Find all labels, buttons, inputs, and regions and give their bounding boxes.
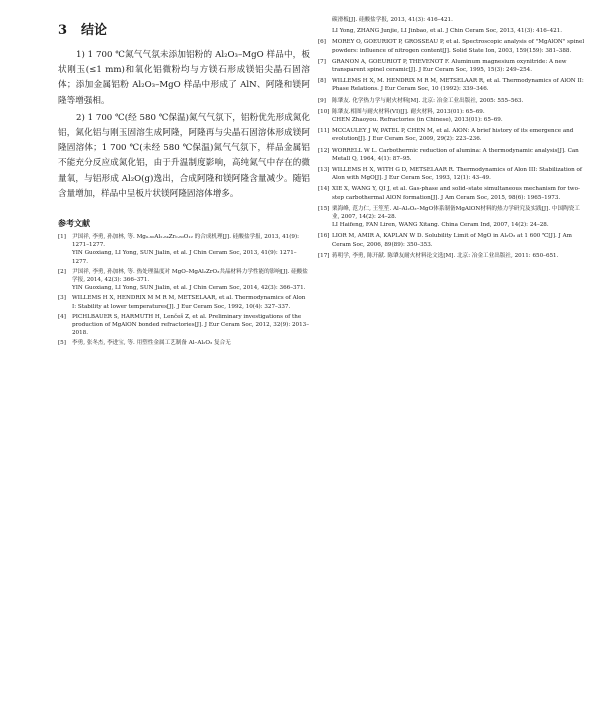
section-title: 结论: [81, 23, 108, 38]
reference-number: [4]: [58, 313, 66, 320]
reference-text: YIN Guoxiang, LI Yong, SUN Jialin, et al. J Chin Ceram Soc, 2013, 41(9): 1271–1277.: [72, 250, 297, 265]
reference-item: [318, 108, 586, 124]
reference-text: GRANON A, GOEURIOT P, THEVENOT F. Aluminum magnesium oxynitride: A new transparent spinel ceramic[J]. J Eur Ceram Soc, 1995, 15(3): 249–254.: [332, 58, 567, 74]
left-column: [58, 22, 310, 350]
reference-number: [14]: [318, 186, 330, 193]
reference-text: WILLEMS H X, WITH G D, METSELAAR R. Thermodynamics of Alon III: Stabilization of Alon with MgO[J]. J Eur Ceram Soc, 1993, 12(1): 43–49.: [332, 167, 582, 182]
reference-text: PICHLBAUER S, HARMUTH H, Lenčeš Z, et al. Preliminary investigations of the production of MgAlON bonded refractories[J]. J Eur Ceram Soc, 2012, 32(9): 2013–2018.: [72, 313, 310, 337]
reference-text: 李勇, 张冬杰, 李进宝, 等. 用塑性金属工艺制备 Al–Al₂O₃ 复合无: [72, 340, 231, 347]
reference-number: [11]: [318, 128, 330, 135]
reference-text: LIOR M, AMIR A, KAPLAN W D. Solubility Limit of MgO in Al₂O₃ at 1 600 ℃[J]. J Am Ceram Soc, 2006, 89(89): 350–353.: [332, 233, 572, 248]
reference-item: [318, 97, 586, 105]
reference-text: WILLEMS H X, HENDRIX M M R M, METSELAAR, et al. Thermodynamics of Alon I: Stability at lower temperatures[J]. J Eur Ceram Soc, 1992, 10(4): 327–337.: [72, 295, 306, 310]
reference-number: [10]: [318, 108, 330, 115]
reference-text: 尹国祥, 李勇, 孙加林, 等. Mg₀.₆₀Al₂.₆₄Zr₀.₆₀O₁₂ 的合成机理[J]. 硅酸盐学报, 2013, 41(9): 1271–1277.: [72, 234, 300, 249]
reference-item: [58, 339, 310, 347]
reference-item: [318, 38, 586, 54]
reference-number: [12]: [318, 147, 330, 154]
reference-number: [15]: [318, 205, 330, 212]
reference-continuation: LI Yong, ZHANG Junjie, LI Jinbao, et al. J Chin Ceram Soc, 2013, 41(3): 416–421.: [332, 28, 563, 35]
references-heading: 参考文献: [58, 218, 90, 229]
section-heading: [58, 22, 310, 40]
reference-number: [8]: [318, 78, 326, 85]
reference-text: MOREY O, GOEURIOT P, GROSSEAU P, et al. Spectroscopic analysis of "MgAlON" spinel powders: influence of nitrogen content[J]. Solid State Ion, 2003, 159(159): 381–388.: [332, 39, 585, 54]
reference-item: [318, 205, 586, 230]
reference-item: [318, 185, 586, 201]
reference-item: [58, 233, 310, 266]
reference-text: 陈肇友. 化学热力学与耐火材料[M]. 北京: 冶金工业出版社, 2005: 555–563.: [332, 97, 524, 104]
reference-text: WORRELL W L. Carbothermic reduction of alumina: A thermodynamic analysis[J]. Can Metall Q, 1964, 4(1): 87–95.: [332, 147, 579, 162]
reference-number: [3]: [58, 295, 66, 302]
reference-text: MCCAULEY J W, PATEL P, CHEN M, et al. AlON: A brief history of its emergence and evolution[J]. J Eur Ceram Soc, 2009, 29(2): 223–236.: [332, 128, 574, 143]
conclusion-paragraph: 1) 1 700 ℃氮气气氛未添加铝粉的 Al₂O₃–MgO 样品中，板状刚玉(≤1 mm)和氧化铝微粉均与方镁石形成镁铝尖晶石固溶体；添加金属铝粉 Al₂O₃–MgO 样品中形成了 AlN、阿隆和镁阿隆等增强相。: [58, 50, 310, 106]
reference-text: 蒋明学, 李勇, 陈开献. 陈肇友耐火材料论文选[M]. 北京: 冶金工业出版社, 2011: 650–651.: [332, 252, 559, 259]
reference-number: [2]: [58, 268, 66, 275]
reference-continuation: 碳滑板[J]. 硅酸盐学报, 2013, 41(3): 416–421.: [332, 17, 453, 23]
reference-item: [58, 294, 310, 310]
reference-number: [7]: [318, 58, 326, 65]
reference-item: [58, 268, 310, 293]
reference-item: [318, 252, 586, 260]
right-column: [318, 16, 586, 263]
reference-text: 陈肇友.相图与耐火材料(VI)[J]. 耐火材料, 2013(01): 65–69.: [332, 108, 485, 115]
reference-item: [318, 127, 586, 143]
reference-number: [13]: [318, 167, 330, 174]
reference-item: [318, 77, 586, 93]
reference-item: [58, 313, 310, 338]
reference-item: [318, 166, 586, 182]
reference-number: [5]: [58, 340, 66, 347]
reference-text: LI Haifeng, FAN Liren, WANG Xitang. China Ceram Ind, 2007, 14(2): 24–28.: [332, 222, 549, 229]
reference-number: [17]: [318, 252, 330, 259]
reference-number: [9]: [318, 97, 326, 104]
section-number: 3: [58, 23, 68, 38]
reference-number: [6]: [318, 39, 326, 46]
reference-number: [16]: [318, 233, 330, 240]
conclusion-paragraph: 2) 1 700 ℃(经 580 ℃保温)氮气气氛下，铝粉优先形成氮化铝，氮化铝与刚玉固溶生成阿隆，阿隆再与尖晶石固溶体形成镁阿隆固溶体；1 700 ℃(未经 580 ℃保温)氮气气氛下，样品金属铝不能充分反应成氮化铝，由于升温制度影响，高纯氮气中存在的微量氧，与铝形成 Al₂O(g)逸出，合成阿隆和镁阿隆含量减少。随铝含量增加，样品中呈板片状镁阿隆固溶体增多。: [58, 112, 310, 199]
reference-number: [1]: [58, 234, 66, 241]
reference-text: XIE X, WANG Y, QI J, et al. Gas-phase and solid–state simultaneous mechanism for two-step carbothermal AlON formation[J]. J Am Ceram Soc, 2015, 98(6): 1965–1973.: [332, 186, 580, 201]
reference-text: YIN Guoxiang, LI Yong, SUN Jialin, et al. J Chin Ceram Soc, 2014, 42(3): 366–371.: [72, 285, 306, 292]
reference-text: 尹国祥, 李勇, 孙加林, 等. 热处理温度对 MgO–MgAl₂ZrO₃共晶材料力学性能的影响[J]. 硅酸盐学报, 2014, 42(3): 366–371.: [72, 268, 308, 284]
reference-item: [318, 232, 586, 248]
reference-text: WILLEMS H X, M. HENDRIX M R M, METSELAAR R, et al. Thermodynamics of AlON II: Phase Relations. J Eur Ceram Soc, 10 (1992): 339–346.: [332, 78, 584, 93]
reference-item: [318, 147, 586, 163]
reference-text: 栗海峰, 范力仁, 王笙笙. Al–Al₂O₃–MgO体系制备MgAlON材料的热力学研究及实践[J]. 中国陶瓷工业, 2007, 14(2): 24–28.: [332, 205, 580, 221]
reference-item: [318, 58, 586, 74]
reference-text: CHEN Zhaoyou. Refractories (in Chinese), 2013(01): 65–69.: [332, 117, 503, 124]
